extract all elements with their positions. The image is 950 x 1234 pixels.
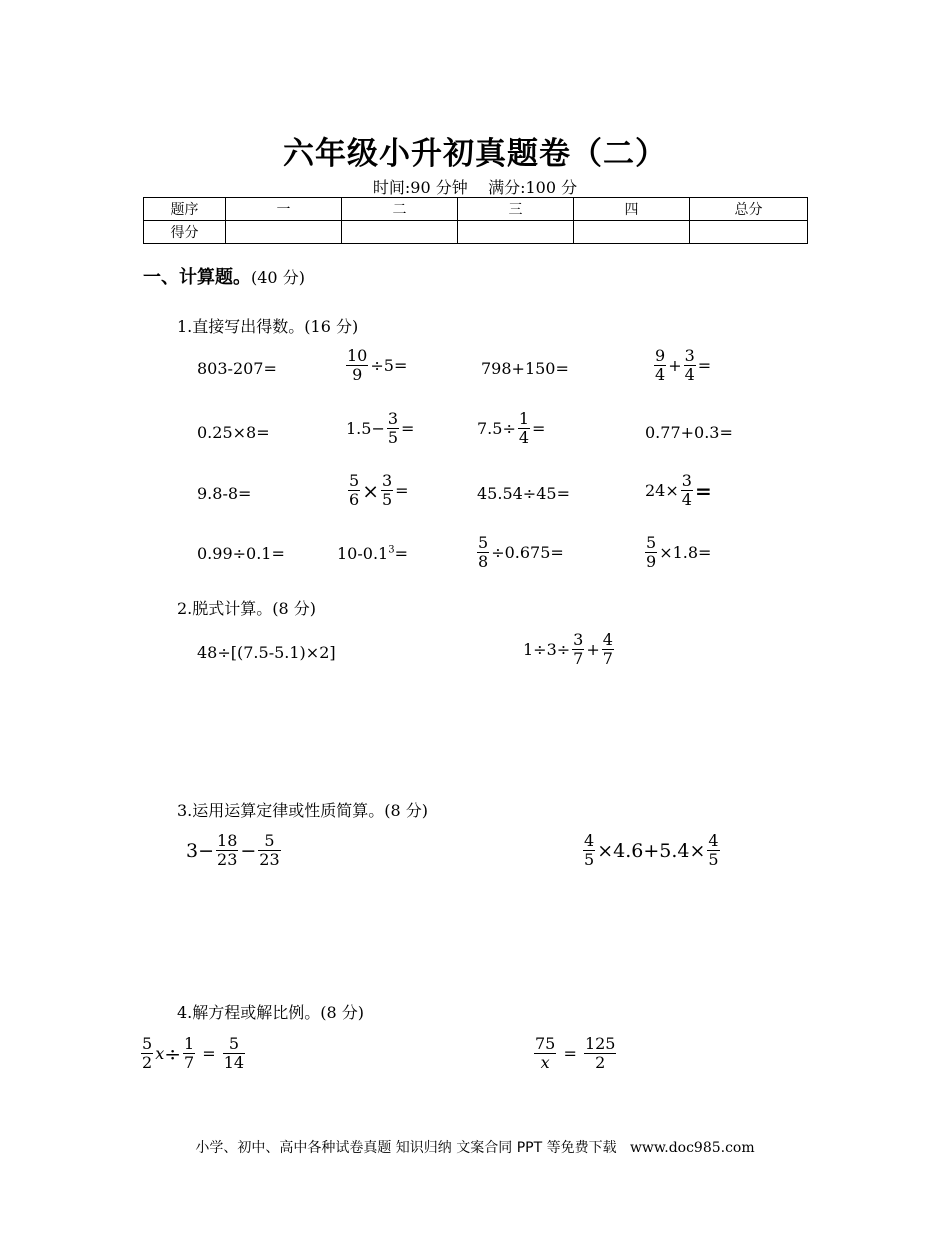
numerator: 3 (573, 630, 584, 649)
denominator: 7 (573, 649, 584, 669)
denominator: 14 (223, 1053, 245, 1073)
score-entry-cell[interactable] (574, 221, 690, 244)
denominator: 7 (602, 649, 613, 669)
expr-q2-1: 48÷[(7.5-5.1)×2] (197, 643, 336, 662)
denominator: 9 (352, 365, 363, 385)
denominator: 2 (595, 1053, 606, 1073)
numerator: 5 (478, 533, 489, 552)
expr-text: = (394, 544, 408, 563)
fraction (534, 1035, 556, 1073)
numerator: 3 (684, 346, 695, 365)
denominator: 8 (478, 552, 489, 572)
numerator: 18 (217, 831, 238, 850)
expr-text: = (694, 478, 712, 503)
expr-r4c1: 0.99÷0.1= (197, 544, 285, 563)
denominator: 7 (183, 1053, 195, 1073)
fraction (381, 472, 393, 510)
table-cell: 三 (458, 198, 574, 221)
expr-r3c2 (346, 472, 409, 510)
score-entry-cell[interactable] (458, 221, 574, 244)
numerator: 3 (681, 471, 692, 490)
denominator: 5 (708, 850, 719, 870)
denominator: 4 (655, 365, 666, 385)
numerator: 9 (655, 346, 666, 365)
numerator: 4 (602, 630, 613, 649)
expr-r1c2 (344, 347, 407, 385)
score-table-header-row (144, 198, 808, 221)
expr-text: ×4.6+5.4× (597, 839, 706, 862)
equals-sign: = (197, 1044, 221, 1064)
table-cell: 题序 (144, 198, 226, 221)
score-entry-cell[interactable] (342, 221, 458, 244)
expr-r3c3: 45.54÷45= (477, 484, 570, 503)
section-heading (143, 263, 305, 289)
expr-text: ×1.8= (659, 543, 712, 563)
page-title: 六年级小升初真题卷（二） (283, 136, 667, 172)
expr-text: 7.5÷ (477, 419, 516, 439)
expr-r2c2 (346, 410, 414, 448)
expr-text: 3− (186, 839, 215, 862)
fraction (258, 832, 280, 870)
operator: × (362, 478, 379, 503)
fraction (572, 631, 584, 669)
denominator: 9 (646, 552, 657, 572)
denominator: 23 (217, 850, 238, 870)
table-cell: 四 (574, 198, 690, 221)
question-4-label: 4.解方程或解比例。(8 分) (177, 1003, 365, 1022)
expr-r2c1: 0.25×8= (197, 423, 270, 442)
fraction (645, 534, 657, 572)
expr-r1c1: 803-207= (197, 359, 277, 378)
numerator: 3 (387, 409, 399, 428)
denominator: 23 (259, 850, 280, 870)
fraction (602, 631, 614, 669)
expr-r3c4 (645, 472, 712, 510)
fraction (584, 1035, 617, 1073)
expr-r2c4: 0.77+0.3= (645, 423, 733, 442)
expr-text: ÷0.675= (491, 543, 564, 563)
expr-q2-2 (523, 631, 616, 669)
expr-text: = (532, 419, 546, 439)
table-cell: 一 (226, 198, 342, 221)
numerator: 10 (347, 346, 368, 365)
denominator: 5 (387, 428, 399, 448)
numerator: 5 (258, 832, 280, 851)
expr-r4c3 (475, 534, 564, 572)
exam-info: 时间:90 分钟 满分:100 分 (372, 178, 578, 197)
expr-r4c4 (643, 534, 711, 572)
expr-r4c2 (337, 544, 408, 563)
fraction (183, 1035, 195, 1073)
question-1-label: 1.直接写出得数。(16 分) (177, 317, 359, 336)
footer (0, 1137, 950, 1157)
score-entry-cell[interactable] (690, 221, 808, 244)
expr-text: 10-0.1 (337, 544, 389, 563)
fraction (346, 347, 368, 385)
variable: x (155, 1044, 165, 1064)
fraction (387, 410, 399, 448)
expr-text: = (401, 419, 415, 439)
fraction (477, 534, 489, 572)
denominator: 2 (142, 1053, 153, 1073)
fraction (681, 472, 693, 510)
numerator: 75 (535, 1034, 556, 1053)
fraction (223, 1035, 245, 1073)
expr-r1c3: 798+150= (481, 359, 569, 378)
expr-q3-2 (581, 832, 722, 870)
expr-text: = (697, 356, 712, 376)
score-table-score-row (144, 221, 808, 244)
footer-link[interactable]: www.doc985.com (629, 1140, 755, 1156)
numerator: 3 (381, 471, 393, 490)
operator: ÷ (164, 1041, 181, 1066)
expr-text: = (395, 481, 409, 501)
denominator: 4 (518, 428, 530, 448)
denominator: 5 (381, 490, 393, 510)
numerator: 5 (223, 1035, 245, 1054)
score-entry-cell[interactable] (226, 221, 342, 244)
denominator: 4 (681, 490, 692, 510)
expr-q4-2 (532, 1035, 618, 1073)
fraction (684, 347, 696, 385)
fraction (518, 410, 530, 448)
numerator: 1 (518, 409, 530, 428)
operator: − (240, 839, 257, 862)
numerator: 5 (646, 533, 657, 552)
expr-text: ÷5= (370, 356, 408, 376)
fraction (654, 347, 666, 385)
operator: + (586, 640, 600, 660)
fraction (707, 832, 719, 870)
expr-text: 24× (645, 481, 679, 501)
section-heading-label: 一、计算题。 (143, 267, 251, 288)
expr-text: 1÷3÷ (523, 640, 571, 660)
question-2-label: 2.脱式计算。(8 分) (177, 599, 317, 618)
denominator: x (540, 1053, 550, 1073)
footer-text: 小学、初中、高中各种试卷真题 知识归纳 文案合同 PPT 等免费下载 (195, 1140, 617, 1156)
question-3-label: 3.运用运算定律或性质简算。(8 分) (177, 801, 429, 820)
score-table (143, 197, 808, 244)
table-cell: 得分 (144, 221, 226, 244)
expr-r1c4 (652, 347, 711, 385)
numerator: 4 (584, 831, 595, 850)
exponent: 3 (388, 544, 395, 556)
denominator: 5 (584, 850, 595, 870)
numerator: 5 (142, 1034, 153, 1053)
numerator: 4 (708, 831, 719, 850)
expr-q4-1 (139, 1035, 247, 1073)
denominator: 6 (349, 490, 360, 510)
fraction (216, 832, 238, 870)
expr-text: 1.5− (346, 419, 385, 439)
expr-r2c3 (477, 410, 545, 448)
section-heading-points: (40 分) (251, 268, 305, 287)
fraction (348, 472, 360, 510)
table-cell: 二 (342, 198, 458, 221)
numerator: 125 (584, 1034, 616, 1053)
table-cell: 总分 (690, 198, 808, 221)
denominator: 4 (684, 365, 695, 385)
equals-sign: = (558, 1044, 582, 1064)
numerator: 5 (349, 471, 360, 490)
expr-q3-1 (186, 832, 283, 870)
fraction (583, 832, 595, 870)
numerator: 1 (183, 1034, 195, 1053)
operator: + (668, 356, 682, 376)
fraction (141, 1035, 153, 1073)
expr-r3c1: 9.8-8= (197, 484, 252, 503)
